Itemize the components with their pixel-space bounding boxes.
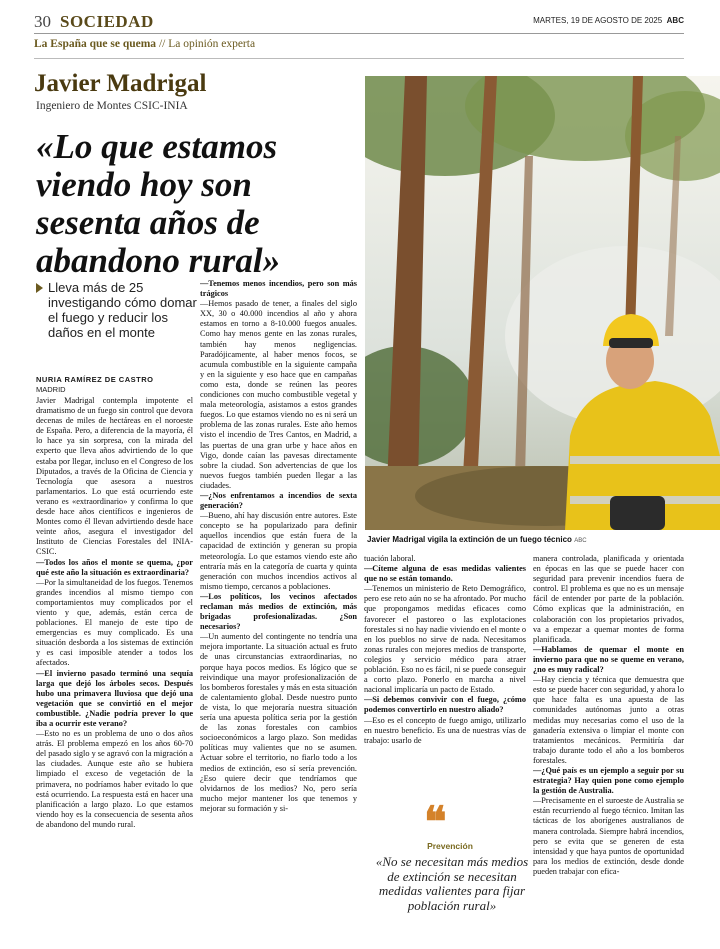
column-4 (533, 554, 684, 942)
body-paragraph: —Por la simultaneidad de los fuegos. Tenemos grandes incendios al mismo tiempo con comportamientos muy complicados por el viento y que, además, están cerca de poblaciones. El manejo de este tipo de emergencias es muy complicado. Es una situación desborda a los sistemas de extinción y es casi imposible atender a todos los afectados. (36, 577, 193, 668)
date-line (533, 16, 684, 25)
body-paragraph: —Precisamente en el suroeste de Australia se están recurriendo al fuego técnico. Imitan las tácticas de los aborígenes australianos de manera controlada. Siempre habrá incendios, pero se evita que se generen de esta intensidad y que haya puntos de oportunidad para los medios de extinción, desde donde pueden trabajar con efica- (533, 796, 684, 876)
column-2 (200, 279, 357, 941)
body-paragraph: —Tenemos un ministerio de Reto Demográfico, pero ese reto aún no se ha afrontado. Por mucho que propongamos medidas eficaces como favorecer el pastoreo o las explotaciones forestales si no hay nadie viviendo en el monte o en los pueblos no sirve de nada. Necesitamos zonas rurales con mejores medios de transporte, colegios y servicio médico para atraer población. Eso no es fácil, ni se puede conseguir a corto plazo. Ponerlo en marcha a nivel nacional implicaría un pacto de Estado. (364, 584, 526, 695)
headline: «Lo que estamos viendo hoy son sesenta años de abandono rural» (36, 127, 281, 280)
issue-date: MARTES, 19 DE AGOSTO DE 2025 (533, 16, 663, 25)
dateline-place: MADRID (36, 385, 66, 394)
column-1 (36, 396, 193, 941)
body-paragraph: —Un aumento del contingente no tendría una mejora importante. La situación actual es fruto de unas circunstancias extraordinarias, no porque haya pocos medios. Es lógico que se reivindique una mayor profesionalización de los bomberos forestales y más en esta situación de calentamiento global. Desde nuestro punto de vista, lo que mejoraría nuestra situación sería una apuesta política seria por la gestión de las zonas forestales con cambios socioeconómicos a largo plazo. Son medidas políticas muy valientes que no se asumen. Actuar sobre el territorio, no fiarlo todo a los medios de extinción, eso sí sería prevención. ¿Eso quiere decir que tendríamos que olvidarnos de los medios? No, pero sería mucho mejor mantener los que tenemos y mejorar su formación y si- (200, 632, 357, 813)
body-paragraph: —Hemos pasado de tener, a finales del siglo XX, 30 o 40.000 incendios al año y ahora estamos en torno a 8-10.000 fuegos anuales. Como hay menos gente en las zonas rurales, también hay menos negligencias. Paradójicamente, al haber menos focos, se acumula combustible en la siguiente campaña y en la siguiente y eso hace que en campañas como esta, donde se reúnen las peores condiciones con mucho combustible vegetal y mala meteorología, asistamos a estos grandes fuegos. Lo que estamos viendo no es ni será un problema de las zonas rurales. Este año hemos visto el incendio de Tres Cantos, en Madrid, a las puertas de una gran urbe y hace años en Vigo, donde caían las pavesas directamente sobre la ciudad. Son advertencias de que los nuevos fuegos también pueden llegar a las ciudades. (200, 299, 357, 490)
interview-question: —Tenemos menos incendios, pero son más trágicos (200, 279, 357, 299)
article-photo (365, 76, 720, 530)
body-paragraph: —Bueno, ahí hay discusión entre autores. Este concepto se ha popularizado para definir aquellos incendios que están fuera de la capacidad de extinción y generan su propia meteorología. Lo que estamos viendo este año entraría más en la categoría de cuarta y quinta generación con muchos incendios activos al mismo tiempo, cercanos a poblaciones. (200, 511, 357, 591)
kicker (34, 38, 255, 50)
interview-question: —Todos los años el monte se quema, ¿por qué este año la situación es extraordinaria? (36, 557, 193, 577)
caption-text: Javier Madrigal vigila la extinción de un fuego técnico (367, 535, 572, 544)
paper-name: ABC (666, 16, 684, 25)
body-paragraph: Javier Madrigal contempla impotente el dramatismo de un fuego sin control que devora decenas de miles de hectáreas en el noroeste de España. Pero, a diferencia de la mayoría, él lo hace ya sin sorpresa, con la mirada del experto que lleva años advirtiendo de lo que estaba por llegar, incluso en el Congreso de los Diputados, a través de la Oficina de Ciencia y Tecnología que asesora a nuestros parlamentarios. Lo que está ocurriendo este verano es «extraordinario» y confirma lo que desde hace años científicos e ingenieros de Montes como él llevan advirtiendo desde hace veinte años, asegura el investigador del Instituto de Ciencias Forestales del INIA-CSIC. (36, 396, 193, 557)
lede: Lleva más de 25 investigando cómo domar el fuego y reducir los daños en el monte (48, 280, 197, 340)
body-paragraph: tuación laboral. (364, 554, 416, 563)
pull-quote-title: Prevención (427, 841, 473, 851)
pull-quote: «No se necesitan más medios de extinción se necesitan medidas valientes para fijar población rural» (375, 854, 529, 913)
interview-question: —Cíteme alguna de esas medidas valientes que no se están tomando. (364, 564, 526, 584)
interview-question: —Hablamos de quemar el monte en invierno para que no se queme en verano, ¿no es muy radical? (533, 644, 684, 675)
quote-marks-icon: ❝ (424, 800, 447, 846)
section-title: SOCIEDAD (60, 12, 154, 31)
interview-question: —Los políticos, los vecinos afectados reclaman más medios de extinción, más brigadas profesionalizadas. ¿Son necesarios? (200, 591, 357, 632)
interview-question: —¿Qué país es un ejemplo a seguir por su estrategia? Hay quien pone como ejemplo la gestión de Australia. (533, 765, 684, 796)
body-paragraph: manera controlada, planificada y orientada en épocas en las que se puede hacer con seguridad para prevenir incendios fuera de control. El problema es que no es un mensaje fácil de entender por parte de la población. Cómo explicas que la administración, en colaboración con los propietarios privados, va a empezar a quemar montes de forma planificada. (533, 554, 684, 644)
author-role: Ingeniero de Montes CSIC-INIA (36, 100, 188, 112)
interview-question: —El invierno pasado terminó una sequía larga que dejó los árboles secos. Después hubo una primavera lluviosa que dejó una vegetación que se convirtió en el mejor combustible. ¿Nadie podría prever lo que iba a ocurrir este verano? (36, 668, 193, 728)
body-paragraph: —Hay ciencia y técnica que demuestra que esto se puede hacer con seguridad, y ahora lo que hace falta es una apuesta de las comunidades autónomas junto a otras medidas muy necesarias como el uso de la ganadería extensiva o limpiar el monte con tratamientos mecánicos. Permitiría dar trabajo durante todo el año a los bomberos forestales. (533, 675, 684, 765)
kicker-rule (34, 58, 684, 59)
forest-firefighter-image (365, 76, 720, 530)
interview-question: —Si debemos convivir con el fuego, ¿cómo podemos convertirlo en nuestro aliado? (364, 695, 526, 715)
header-rule (34, 33, 684, 34)
byline: NURIA RAMÍREZ DE CASTRO (36, 375, 154, 384)
body-paragraph: —Esto no es un problema de uno o dos años atrás. El problema empezó en los años 60-70 del pasado siglo y se agravó con la migración a las ciudades. Aunque este año se hubiera limpiado el exceso de vegetación de la primavera, no podríamos haber evitado lo que está ocurriendo. La respuesta está en hacer una planificación a largo plazo. Lo que estamos viendo hoy es la consecuencia de sesenta años de abandono del mundo rural. (36, 729, 193, 829)
kicker-sub: La opinión experta (168, 38, 256, 50)
author-name: Javier Madrigal (34, 70, 207, 97)
photo-credit: ABC (574, 538, 587, 544)
photo-caption (367, 535, 587, 544)
kicker-separator: // (158, 38, 166, 50)
page-number: 30 (34, 12, 51, 31)
body-paragraph: —Eso es el concepto de fuego amigo, utilizarlo en nuestro beneficio. Es una de nuestras vías de trabajo: usarlo de (364, 715, 526, 745)
column-3 (364, 554, 526, 794)
interview-question: —¿Nos enfrentamos a incendios de sexta generación? (200, 490, 357, 511)
kicker-main: La España que se quema (34, 38, 157, 50)
